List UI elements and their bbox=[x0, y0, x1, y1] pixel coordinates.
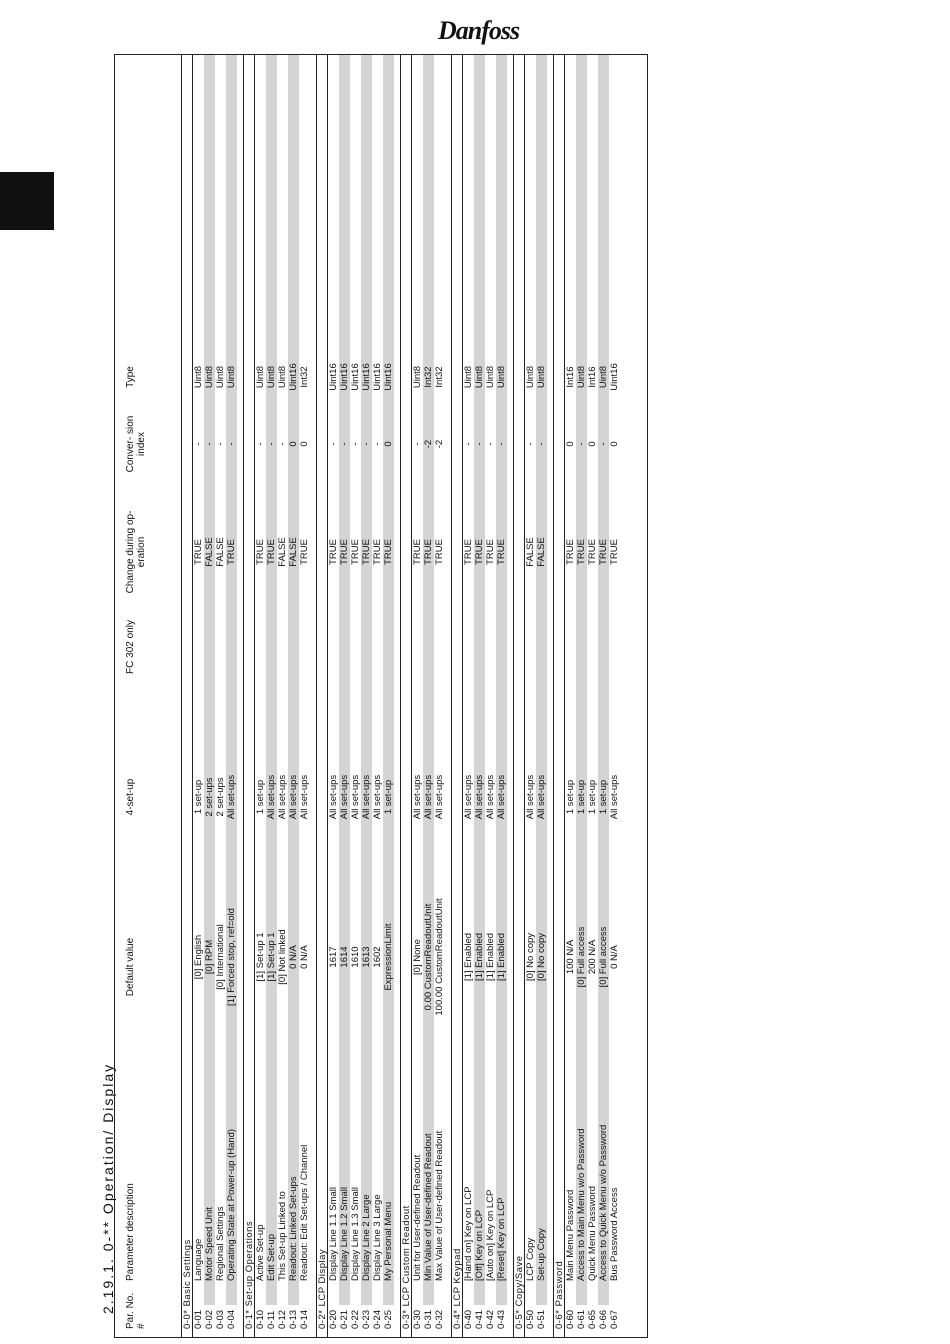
cell-data-type: Uint8 bbox=[485, 365, 496, 389]
table-row bbox=[576, 55, 587, 1337]
rotated-page bbox=[98, 22, 658, 1329]
cell-change-during-operation: TRUE bbox=[463, 539, 474, 565]
cell-data-type: Uint8 bbox=[496, 365, 507, 389]
cell-setup: 1 set-up bbox=[565, 779, 576, 815]
table-row bbox=[277, 55, 288, 1337]
cell-fc302-only bbox=[463, 617, 474, 677]
table-row bbox=[536, 55, 547, 1337]
cell-default-value: [1] Enabled bbox=[474, 932, 485, 982]
cell-default-value: 1613 bbox=[361, 946, 372, 968]
cell-par-no: 0-25 bbox=[383, 1309, 394, 1329]
section-title: 2.19.1. 0-** Operation/ Display bbox=[100, 1062, 116, 1314]
group-header bbox=[513, 55, 525, 1337]
table-row bbox=[434, 55, 445, 1337]
header-conversion: Conver- sion index bbox=[125, 415, 147, 473]
cell-conversion-index: - bbox=[193, 442, 204, 446]
group-label: 0-1* Set-up Operations bbox=[244, 1220, 255, 1329]
cell-data-type: Uint8 bbox=[255, 365, 266, 389]
cell-description: Max Value of User-defined Readout bbox=[434, 1130, 445, 1281]
cell-setup: 2 set-ups bbox=[215, 777, 226, 817]
cell-data-type: Uint16 bbox=[361, 363, 372, 391]
cell-description: Display Line 1.3 Small bbox=[350, 1187, 361, 1281]
group-label: 0-0* Basic Settings bbox=[182, 1239, 193, 1329]
cell-change-during-operation: TRUE bbox=[383, 539, 394, 565]
cell-fc302-only bbox=[299, 617, 310, 677]
cell-par-no: 0-02 bbox=[204, 1309, 215, 1329]
cell-data-type: Uint16 bbox=[372, 363, 383, 391]
cell-description: [Reset] Key on LCP bbox=[496, 1197, 507, 1281]
cell-par-no: 0-43 bbox=[496, 1309, 507, 1329]
cell-conversion-index: - bbox=[463, 442, 474, 446]
cell-setup: 1 set-up bbox=[587, 779, 598, 815]
cell-fc302-only bbox=[423, 617, 434, 677]
cell-data-type: Int16 bbox=[565, 366, 576, 388]
group-header bbox=[553, 55, 565, 1337]
cell-conversion-index: - bbox=[266, 442, 277, 446]
cell-setup: All set-ups bbox=[496, 774, 507, 820]
cell-par-no: 0-40 bbox=[463, 1309, 474, 1329]
cell-setup: All set-ups bbox=[474, 774, 485, 820]
table-row bbox=[288, 55, 299, 1337]
cell-conversion-index: - bbox=[339, 442, 350, 446]
table-row bbox=[339, 55, 350, 1337]
cell-par-no: 0-10 bbox=[255, 1309, 266, 1329]
cell-fc302-only bbox=[350, 617, 361, 677]
header-description: Parameter description bbox=[125, 1183, 136, 1281]
cell-default-value: [1] Enabled bbox=[463, 932, 474, 982]
cell-par-no: 0-50 bbox=[525, 1309, 536, 1329]
cell-fc302-only bbox=[587, 617, 598, 677]
cell-fc302-only bbox=[598, 617, 609, 677]
cell-description: Display Line 1.1 Small bbox=[328, 1187, 339, 1281]
cell-setup: All set-ups bbox=[266, 774, 277, 820]
group-label: 0-6* Password bbox=[554, 1260, 565, 1329]
cell-change-during-operation: TRUE bbox=[434, 539, 445, 565]
cell-description: Display Line 2 Large bbox=[361, 1194, 372, 1281]
cell-description: Bus Password Access bbox=[609, 1187, 620, 1281]
cell-description: Display Line 3 Large bbox=[372, 1194, 383, 1281]
cell-description: Language bbox=[193, 1238, 204, 1281]
cell-change-during-operation: TRUE bbox=[266, 539, 277, 565]
cell-fc302-only bbox=[474, 617, 485, 677]
cell-data-type: Uint16 bbox=[350, 363, 361, 391]
cell-description: Min Value of User-defined Readout bbox=[423, 1133, 434, 1281]
cell-description: Quick Menu Password bbox=[587, 1185, 598, 1281]
cell-par-no: 0-12 bbox=[277, 1309, 288, 1329]
cell-par-no: 0-23 bbox=[361, 1309, 372, 1329]
cell-description: Active Set-up bbox=[255, 1224, 266, 1281]
cell-description: [Hand on] Key on LCP bbox=[463, 1186, 474, 1281]
cell-fc302-only bbox=[576, 617, 587, 677]
cell-setup: All set-ups bbox=[423, 774, 434, 820]
group-label: 0-3* LCP Custom Readout bbox=[401, 1205, 412, 1329]
cell-change-during-operation: TRUE bbox=[328, 539, 339, 565]
cell-fc302-only bbox=[565, 617, 576, 677]
cell-setup: All set-ups bbox=[536, 774, 547, 820]
cell-setup: 1 set-up bbox=[193, 779, 204, 815]
cell-conversion-index: - bbox=[226, 442, 237, 446]
group-label: 0-4* LCP Keypad bbox=[452, 1248, 463, 1329]
cell-description: Readout: Edit Set-ups / Channel bbox=[299, 1144, 310, 1281]
cell-fc302-only bbox=[434, 617, 445, 677]
cell-description: [Auto on] Key on LCP bbox=[485, 1189, 496, 1281]
group-header bbox=[316, 55, 328, 1337]
cell-setup: All set-ups bbox=[226, 774, 237, 820]
cell-data-type: Uint8 bbox=[193, 365, 204, 389]
cell-data-type: Uint8 bbox=[204, 365, 215, 389]
table-row bbox=[587, 55, 598, 1337]
cell-par-no: 0-03 bbox=[215, 1309, 226, 1329]
cell-setup: All set-ups bbox=[339, 774, 350, 820]
cell-change-during-operation: TRUE bbox=[598, 539, 609, 565]
cell-par-no: 0-01 bbox=[193, 1309, 204, 1329]
cell-data-type: Uint8 bbox=[226, 365, 237, 389]
cell-setup: All set-ups bbox=[288, 774, 299, 820]
cell-conversion-index: - bbox=[474, 442, 485, 446]
cell-data-type: Uint8 bbox=[598, 365, 609, 389]
cell-description: Motor Speed Unit bbox=[204, 1207, 215, 1281]
cell-par-no: 0-14 bbox=[299, 1309, 310, 1329]
cell-data-type: Uint8 bbox=[474, 365, 485, 389]
table-row bbox=[496, 55, 507, 1337]
cell-default-value: [1] Set-up 1 bbox=[266, 932, 277, 982]
cell-conversion-index: 0 bbox=[587, 441, 598, 447]
cell-conversion-index: - bbox=[372, 442, 383, 446]
cell-conversion-index: - bbox=[525, 442, 536, 446]
cell-description: Access to Quick Menu w/o Password bbox=[598, 1124, 609, 1281]
cell-setup: All set-ups bbox=[463, 774, 474, 820]
cell-setup: All set-ups bbox=[328, 774, 339, 820]
cell-conversion-index: 0 bbox=[565, 441, 576, 447]
cell-par-no: 0-13 bbox=[288, 1309, 299, 1329]
cell-change-during-operation: FALSE bbox=[288, 537, 299, 567]
cell-par-no: 0-20 bbox=[328, 1309, 339, 1329]
cell-conversion-index: - bbox=[598, 442, 609, 446]
table-row bbox=[350, 55, 361, 1337]
cell-fc302-only bbox=[204, 617, 215, 677]
cell-fc302-only bbox=[412, 617, 423, 677]
cell-par-no: 0-67 bbox=[609, 1309, 620, 1329]
header-par-no: Par. No. # bbox=[125, 1292, 147, 1329]
cell-fc302-only bbox=[496, 617, 507, 677]
table-row bbox=[204, 55, 215, 1337]
cell-change-during-operation: TRUE bbox=[412, 539, 423, 565]
cell-conversion-index: - bbox=[215, 442, 226, 446]
cell-conversion-index: - bbox=[328, 442, 339, 446]
cell-change-during-operation: TRUE bbox=[255, 539, 266, 565]
table-row bbox=[383, 55, 394, 1337]
group-header bbox=[400, 55, 412, 1337]
cell-setup: All set-ups bbox=[299, 774, 310, 820]
cell-conversion-index: - bbox=[536, 442, 547, 446]
cell-conversion-index: - bbox=[485, 442, 496, 446]
cell-setup: All set-ups bbox=[525, 774, 536, 820]
cell-default-value: ExpressionLimit bbox=[383, 923, 394, 991]
cell-setup: All set-ups bbox=[434, 774, 445, 820]
table-row bbox=[215, 55, 226, 1337]
cell-default-value: [0] International bbox=[215, 924, 226, 990]
cell-description: [Off] Key on LCP bbox=[474, 1209, 485, 1281]
group-header bbox=[243, 55, 255, 1337]
cell-setup: All set-ups bbox=[372, 774, 383, 820]
cell-conversion-index: - bbox=[361, 442, 372, 446]
cell-setup: 1 set-up bbox=[598, 779, 609, 815]
cell-conversion-index: 0 bbox=[288, 441, 299, 447]
cell-fc302-only bbox=[193, 617, 204, 677]
cell-data-type: Uint8 bbox=[277, 365, 288, 389]
cell-conversion-index: - bbox=[350, 442, 361, 446]
cell-conversion-index: 0 bbox=[383, 441, 394, 447]
cell-description: Operating State at Power-up (Hand) bbox=[226, 1128, 237, 1281]
group-label: 0-2* LCP Display bbox=[317, 1248, 328, 1329]
cell-data-type: Uint8 bbox=[525, 365, 536, 389]
cell-conversion-index: - bbox=[496, 442, 507, 446]
cell-data-type: Uint16 bbox=[328, 363, 339, 391]
parameter-table bbox=[114, 54, 648, 1338]
cell-setup: All set-ups bbox=[609, 774, 620, 820]
cell-setup: All set-ups bbox=[485, 774, 496, 820]
cell-change-during-operation: TRUE bbox=[193, 539, 204, 565]
cell-description: Access to Main Menu w/o Password bbox=[576, 1128, 587, 1281]
cell-default-value: 0 N/A bbox=[609, 945, 620, 969]
cell-change-during-operation: TRUE bbox=[565, 539, 576, 565]
header-type: Type bbox=[125, 366, 136, 388]
cell-fc302-only bbox=[266, 617, 277, 677]
cell-default-value: [0] English bbox=[193, 934, 204, 980]
cell-change-during-operation: FALSE bbox=[215, 537, 226, 567]
header-setup: 4-set-up bbox=[125, 778, 136, 816]
table-row bbox=[598, 55, 609, 1337]
group-label: 0-5* Copy/Save bbox=[514, 1255, 525, 1329]
cell-default-value: [0] RPM bbox=[204, 939, 215, 975]
cell-par-no: 0-61 bbox=[576, 1309, 587, 1329]
cell-par-no: 0-21 bbox=[339, 1309, 350, 1329]
cell-par-no: 0-11 bbox=[266, 1310, 277, 1329]
cell-fc302-only bbox=[255, 617, 266, 677]
cell-setup: 2 set-ups bbox=[204, 777, 215, 817]
table-row bbox=[474, 55, 485, 1337]
cell-data-type: Int32 bbox=[423, 366, 434, 388]
cell-default-value: [0] Not linked bbox=[277, 929, 288, 985]
cell-conversion-index: - bbox=[412, 442, 423, 446]
cell-setup: 1 set-up bbox=[576, 779, 587, 815]
cell-fc302-only bbox=[215, 617, 226, 677]
cell-par-no: 0-42 bbox=[485, 1309, 496, 1329]
cell-default-value: [0] Full access bbox=[576, 926, 587, 988]
table-row bbox=[423, 55, 434, 1337]
cell-par-no: 0-32 bbox=[434, 1309, 445, 1329]
cell-par-no: 0-60 bbox=[565, 1309, 576, 1329]
cell-change-during-operation: TRUE bbox=[226, 539, 237, 565]
cell-par-no: 0-22 bbox=[350, 1309, 361, 1329]
cell-fc302-only bbox=[383, 617, 394, 677]
cell-fc302-only bbox=[339, 617, 350, 677]
cell-data-type: Uint16 bbox=[288, 363, 299, 391]
chapter-tab bbox=[0, 172, 54, 230]
cell-data-type: Int16 bbox=[587, 366, 598, 388]
cell-change-during-operation: TRUE bbox=[350, 539, 361, 565]
cell-par-no: 0-04 bbox=[226, 1309, 237, 1329]
table-row bbox=[525, 55, 536, 1337]
cell-fc302-only bbox=[525, 617, 536, 677]
cell-change-during-operation: TRUE bbox=[474, 539, 485, 565]
cell-default-value: [1] Enabled bbox=[485, 932, 496, 982]
cell-change-during-operation: TRUE bbox=[587, 539, 598, 565]
cell-description: LCP Copy bbox=[525, 1237, 536, 1281]
cell-par-no: 0-24 bbox=[372, 1309, 383, 1329]
cell-change-during-operation: TRUE bbox=[576, 539, 587, 565]
cell-description: Regional Settings bbox=[215, 1206, 226, 1281]
table-body bbox=[181, 55, 647, 1337]
cell-default-value: 1614 bbox=[339, 946, 350, 968]
group-header bbox=[181, 55, 193, 1337]
cell-data-type: Int32 bbox=[434, 366, 445, 388]
cell-conversion-index: 0 bbox=[299, 441, 310, 447]
cell-data-type: Uint8 bbox=[412, 365, 423, 389]
cell-default-value: [1] Forced stop, ref=old bbox=[226, 908, 237, 1006]
cell-default-value: [1] Enabled bbox=[496, 932, 507, 982]
cell-default-value: 0 N/A bbox=[299, 945, 310, 969]
table-row bbox=[193, 55, 204, 1337]
cell-data-type: Uint8 bbox=[215, 365, 226, 389]
cell-change-during-operation: TRUE bbox=[496, 539, 507, 565]
cell-par-no: 0-30 bbox=[412, 1309, 423, 1329]
cell-setup: All set-ups bbox=[277, 774, 288, 820]
cell-change-during-operation: FALSE bbox=[204, 537, 215, 567]
cell-par-no: 0-41 bbox=[474, 1309, 485, 1329]
cell-change-during-operation: FALSE bbox=[536, 537, 547, 567]
cell-fc302-only bbox=[485, 617, 496, 677]
cell-fc302-only bbox=[277, 617, 288, 677]
cell-data-type: Uint8 bbox=[536, 365, 547, 389]
cell-change-during-operation: TRUE bbox=[339, 539, 350, 565]
cell-data-type: Uint16 bbox=[609, 363, 620, 391]
cell-fc302-only bbox=[609, 617, 620, 677]
cell-setup: All set-ups bbox=[350, 774, 361, 820]
cell-conversion-index: - bbox=[204, 442, 215, 446]
cell-change-during-operation: TRUE bbox=[609, 539, 620, 565]
cell-fc302-only bbox=[372, 617, 383, 677]
cell-description: Main Menu Password bbox=[565, 1189, 576, 1281]
table-row bbox=[361, 55, 372, 1337]
table-row bbox=[372, 55, 383, 1337]
cell-par-no: 0-51 bbox=[536, 1309, 547, 1329]
cell-description: Edit Set-up bbox=[266, 1234, 277, 1281]
cell-default-value: 0 N/A bbox=[288, 945, 299, 969]
cell-description: Set-up Copy bbox=[536, 1228, 547, 1281]
cell-conversion-index: -2 bbox=[423, 439, 434, 449]
cell-conversion-index: - bbox=[576, 442, 587, 446]
cell-default-value: 1617 bbox=[328, 946, 339, 968]
cell-par-no: 0-31 bbox=[423, 1309, 434, 1329]
cell-change-during-operation: TRUE bbox=[423, 539, 434, 565]
header-change: Change during op- eration bbox=[125, 510, 147, 594]
table-row bbox=[226, 55, 237, 1337]
cell-setup: All set-ups bbox=[412, 774, 423, 820]
cell-change-during-operation: FALSE bbox=[525, 537, 536, 567]
cell-change-during-operation: FALSE bbox=[277, 537, 288, 567]
group-header bbox=[451, 55, 463, 1337]
cell-data-type: Uint8 bbox=[576, 365, 587, 389]
cell-default-value: [0] No copy bbox=[536, 932, 547, 982]
cell-data-type: Uint8 bbox=[463, 365, 474, 389]
cell-conversion-index: - bbox=[255, 442, 266, 446]
table-row bbox=[412, 55, 423, 1337]
cell-fc302-only bbox=[288, 617, 299, 677]
cell-setup: All set-ups bbox=[361, 774, 372, 820]
cell-setup: 1 set-up bbox=[383, 779, 394, 815]
cell-par-no: 0-65 bbox=[587, 1309, 598, 1329]
cell-default-value: [0] Full access bbox=[598, 926, 609, 988]
table-row bbox=[463, 55, 474, 1337]
cell-default-value: 100 N/A bbox=[565, 939, 576, 975]
cell-default-value: 1610 bbox=[350, 946, 361, 968]
table-header bbox=[125, 55, 181, 1337]
cell-description: Readout: Linked Set-ups bbox=[288, 1176, 299, 1281]
cell-default-value: [0] No copy bbox=[525, 932, 536, 982]
cell-default-value: [0] None bbox=[412, 939, 423, 975]
cell-description: My Personal Menu bbox=[383, 1201, 394, 1281]
cell-description: This Set-up Linked to bbox=[277, 1191, 288, 1281]
cell-fc302-only bbox=[361, 617, 372, 677]
logo-text: Danfoss bbox=[438, 16, 520, 45]
cell-default-value: 100.00 CustomReadoutUnit bbox=[434, 898, 445, 1016]
table-row bbox=[299, 55, 310, 1337]
cell-description: Display Line 1.2 Small bbox=[339, 1187, 350, 1281]
cell-change-during-operation: TRUE bbox=[485, 539, 496, 565]
cell-conversion-index: 0 bbox=[609, 441, 620, 447]
cell-default-value: 1602 bbox=[372, 946, 383, 968]
table-row bbox=[328, 55, 339, 1337]
cell-conversion-index: -2 bbox=[434, 439, 445, 449]
cell-setup: 1 set-up bbox=[255, 779, 266, 815]
cell-data-type: Uint16 bbox=[339, 363, 350, 391]
table-row bbox=[565, 55, 576, 1337]
cell-data-type: Uint16 bbox=[383, 363, 394, 391]
cell-conversion-index: - bbox=[277, 442, 288, 446]
cell-par-no: 0-66 bbox=[598, 1309, 609, 1329]
header-default: Default value bbox=[125, 937, 136, 997]
cell-change-during-operation: TRUE bbox=[299, 539, 310, 565]
cell-data-type: Int32 bbox=[299, 366, 310, 388]
cell-fc302-only bbox=[536, 617, 547, 677]
cell-description: Unit for User-defined Readout bbox=[412, 1154, 423, 1281]
table-row bbox=[609, 55, 620, 1337]
table-row bbox=[485, 55, 496, 1337]
cell-change-during-operation: TRUE bbox=[372, 539, 383, 565]
cell-default-value: 200 N/A bbox=[587, 939, 598, 975]
cell-fc302-only bbox=[226, 617, 237, 677]
table-row bbox=[266, 55, 277, 1337]
cell-fc302-only bbox=[328, 617, 339, 677]
table-row bbox=[255, 55, 266, 1337]
cell-data-type: Uint8 bbox=[266, 365, 277, 389]
cell-default-value: 0.00 CustomReadoutUnit bbox=[423, 903, 434, 1011]
cell-default-value: [1] Set-up 1 bbox=[255, 932, 266, 982]
header-fc302: FC 302 only bbox=[125, 620, 136, 674]
cell-change-during-operation: TRUE bbox=[361, 539, 372, 565]
